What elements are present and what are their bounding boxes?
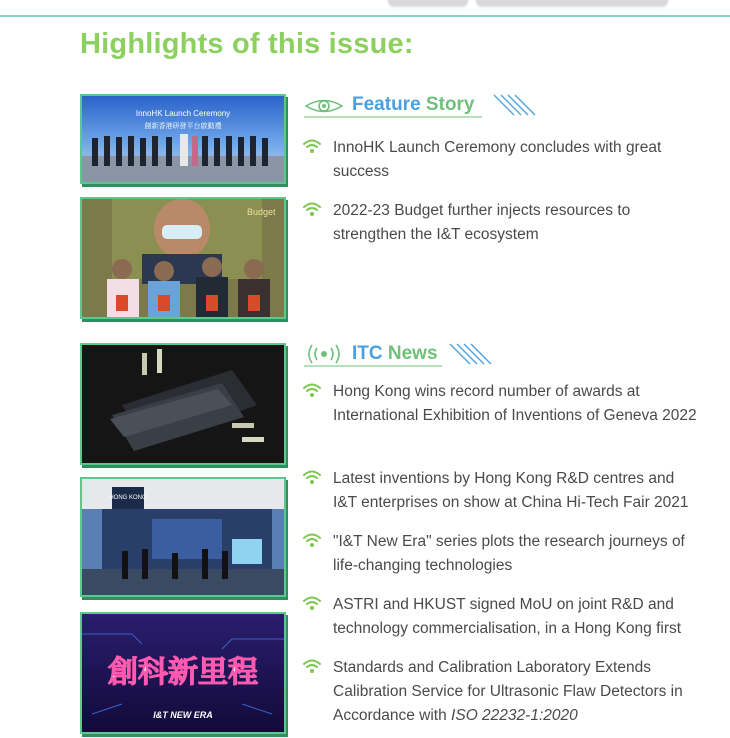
feature-item-link[interactable]: 2022-23 Budget further injects resources to strengthen the I&T ecosystem (333, 202, 631, 243)
wifi-bullet-icon (302, 469, 322, 485)
thumb-title-en: I&T NEW ERA (153, 710, 213, 720)
thumb-caption: Budget (247, 207, 276, 217)
news-item-link[interactable]: ASTRI and HKUST signed MoU on joint R&D and technology commercialisation, in a Hong Kong first (333, 596, 682, 637)
geneva-inventions-thumbnail[interactable] (80, 343, 286, 465)
section-title-feature: Feature (352, 94, 421, 115)
feature-item-link[interactable]: InnoHK Launch Ceremony concludes with great success (333, 139, 662, 180)
wifi-bullet-icon (302, 201, 322, 217)
news-item-link[interactable] (333, 659, 683, 724)
itc-news-header (302, 342, 502, 370)
news-item-link[interactable]: "I&T New Era" series plots the research journeys of life-changing technologies (333, 533, 685, 574)
wifi-bullet-icon (302, 658, 322, 674)
wifi-bullet-icon (302, 595, 322, 611)
section-title-story: Story (425, 94, 475, 115)
budget-thumbnail[interactable] (80, 197, 286, 319)
innohk-ceremony-thumbnail[interactable] (80, 94, 286, 184)
news-item-link[interactable]: Latest inventions by Hong Kong R&D centres and I&T enterprises on show at China Hi-Tech Fair 2021 (333, 470, 689, 511)
thumb-caption: HONG KONG (109, 495, 147, 501)
nav-tab-stub[interactable] (476, 0, 668, 6)
thumb-title-cn: 創科新里程 (108, 655, 258, 690)
thumb-caption-cn: 創新香港研發平台啟動禮 (144, 122, 222, 130)
news-item-text: Standards and Calibration Laboratory Extends Calibration Service for Ultrasonic Flaw Detectors in Accordance with (333, 659, 683, 724)
hitech-fair-thumbnail[interactable] (80, 477, 286, 597)
iso-standard: ISO 22232-1:2020 (451, 707, 578, 724)
page-heading: Highlights of this issue: (80, 28, 414, 60)
nav-tab-stub[interactable] (388, 0, 468, 6)
news-item-link[interactable]: Hong Kong wins record number of awards at International Exhibition of Inventions of Geneva 2022 (333, 383, 697, 424)
it-new-era-thumbnail[interactable] (80, 612, 286, 734)
wifi-bullet-icon (302, 138, 322, 154)
wifi-bullet-icon (302, 382, 322, 398)
wifi-bullet-icon (302, 532, 322, 548)
section-title-news: News (387, 343, 438, 364)
feature-story-header (302, 93, 542, 121)
top-divider (0, 15, 730, 17)
section-title-itc: ITC (352, 343, 383, 364)
thumb-caption: InnoHK Launch Ceremony (135, 109, 231, 118)
